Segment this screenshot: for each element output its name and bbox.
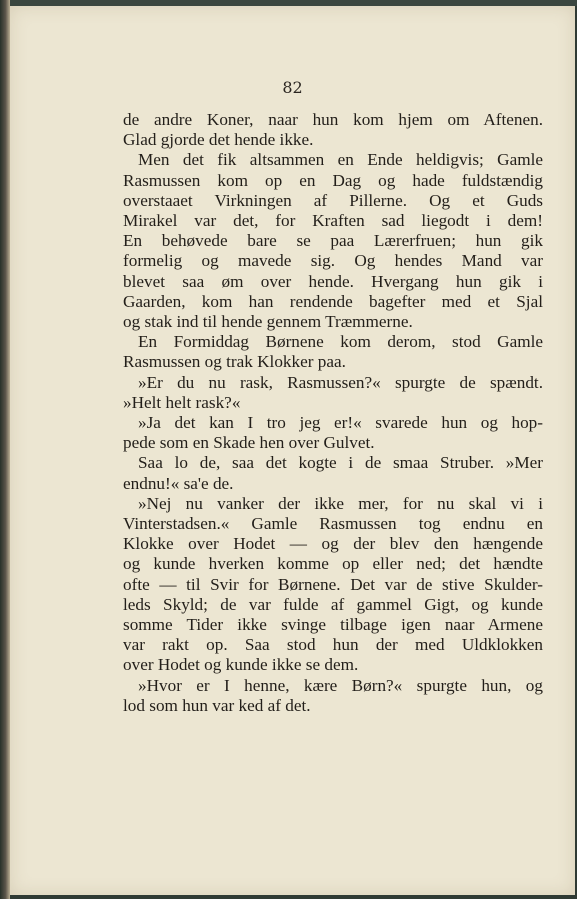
body-text <box>123 110 543 716</box>
text-line: somme Tider ikke svinge tilbage igen naar Armene <box>123 615 543 635</box>
text-line: ofte — til Svir for Børnene. Det var de stive Skulder- <box>123 574 543 594</box>
text-line: Mirakel var det, for Kraften sad liegodt i dem! <box>123 211 543 231</box>
text-line: Vinterstadsen.« Gamle Rasmussen tog endnu en <box>123 514 543 534</box>
text-line: og stak ind til hende gennem Træmmerne. <box>123 312 413 332</box>
text-line: over Hodet og kunde ikke se dem. <box>123 655 359 675</box>
book-spine <box>0 0 10 899</box>
text-line: Rasmussen og trak Klokker paa. <box>123 352 346 372</box>
text-line: »Hvor er I henne, kære Børn?« spurgte hun, og <box>138 675 543 695</box>
text-line: Gaarden, kom han rendende bagefter med et Sjal <box>123 291 543 311</box>
text-line: »Nej nu vanker der ikke mer, for nu skal vi i <box>138 493 543 513</box>
text-line: Saa lo de, saa det kogte i de smaa Struber. »Mer <box>138 453 543 473</box>
text-line: Rasmussen kom op en Dag og hade fuldstændig <box>123 170 543 190</box>
text-line: »Ja det kan I tro jeg er!« svarede hun og hop- <box>138 413 543 433</box>
text-line: formelig og mavede sig. Og hendes Mand var <box>123 251 543 271</box>
text-line: lod som hun var ked af det. <box>123 695 311 715</box>
text-line: En Formiddag Børnene kom derom, stod Gamle <box>138 332 543 352</box>
text-line: endnu!« sa'e de. <box>123 473 234 493</box>
text-line: Men det fik altsammen en Ende heldigvis; Gamle <box>138 150 543 170</box>
text-line: »Helt helt rask?« <box>123 392 241 412</box>
text-line: »Er du nu rask, Rasmussen?« spurgte de spændt. <box>138 372 543 392</box>
text-line: Klokke over Hodet — og der blev den hængende <box>123 534 543 554</box>
text-line: pede som en Skade hen over Gulvet. <box>123 433 375 453</box>
text-line: overstaaet Virkningen af Pillerne. Og et Guds <box>123 190 543 210</box>
text-line: de andre Koner, naar hun kom hjem om Aftenen. <box>123 110 543 129</box>
text-line: og kunde hverken komme op eller ned; det hændte <box>123 554 543 574</box>
text-line: En behøvede bare se paa Lærerfruen; hun gik <box>123 231 543 251</box>
text-line: Glad gjorde det hende ikke. <box>123 130 314 150</box>
text-line: blevet saa øm over hende. Hvergang hun gik i <box>123 271 543 291</box>
page-number: 82 <box>282 78 303 97</box>
text-line: leds Skyld; de var fulde af gammel Gigt, og kunde <box>123 594 543 614</box>
book-page <box>10 6 575 895</box>
text-line: var rakt op. Saa stod hun der med Uldklokken <box>123 635 543 655</box>
